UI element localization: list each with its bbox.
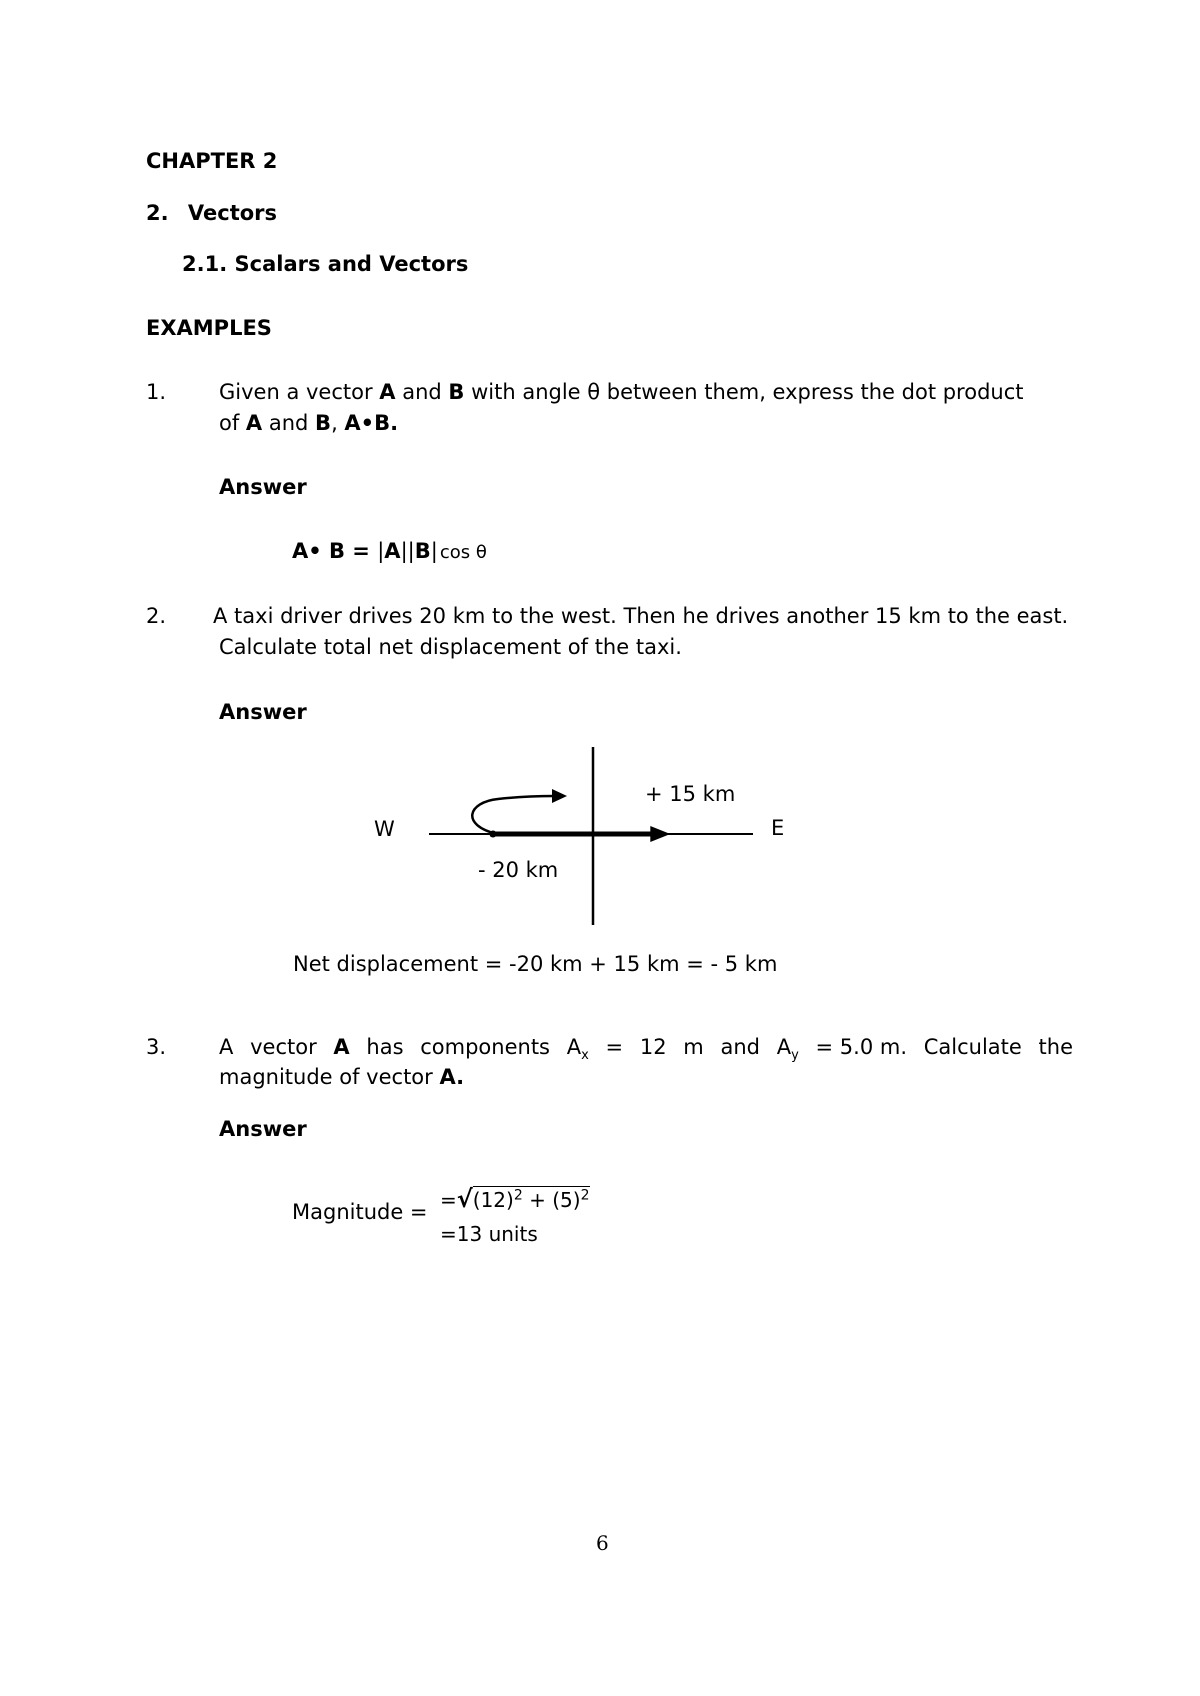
dot-product-notation: A•B. xyxy=(344,411,399,435)
east-label: E xyxy=(771,816,785,840)
q3-word: Calculate xyxy=(923,1035,1022,1059)
vector-b: B xyxy=(414,539,431,563)
q1-number: 1. xyxy=(146,380,167,404)
radicand xyxy=(473,1186,590,1212)
q3-word: = xyxy=(605,1035,624,1059)
q1-text: and xyxy=(395,380,449,404)
section-number: 2. xyxy=(146,201,169,225)
vector-a: A. xyxy=(439,1065,465,1089)
examples-heading: EXAMPLES xyxy=(146,316,272,340)
magnitude-equation xyxy=(440,1185,590,1213)
turnaround-curve xyxy=(472,796,555,834)
vector-a: A xyxy=(379,380,396,404)
subsection-number: 2.1. xyxy=(182,252,228,276)
magnitude-result: =13 units xyxy=(440,1222,538,1246)
formula-lhs: A• B = xyxy=(292,539,378,563)
q2-answer-label: Answer xyxy=(219,700,307,724)
q3-word: the xyxy=(1038,1035,1073,1059)
vector-a: A xyxy=(384,539,401,563)
sqrt-icon: √ xyxy=(456,1185,473,1213)
formula-cos-theta: cos θ xyxy=(439,542,487,563)
q3-word: has xyxy=(366,1035,404,1059)
q1-text: of xyxy=(219,411,246,435)
q3-text: magnitude of vector xyxy=(219,1065,440,1089)
positive-displacement-label: + 15 km xyxy=(645,782,736,806)
arrow-right-icon xyxy=(552,789,567,803)
equals-sign: = xyxy=(440,1188,457,1212)
component-symbol: A xyxy=(566,1035,582,1059)
abs-bar: | xyxy=(377,539,385,563)
plus-sign: + xyxy=(522,1188,553,1212)
net-displacement-result: Net displacement = -20 km + 15 km = - 5 km xyxy=(293,952,778,976)
q3-line2 xyxy=(219,1065,464,1089)
vector-b: B xyxy=(448,380,465,404)
q1-text: , xyxy=(331,411,345,435)
exponent: 2 xyxy=(513,1187,523,1204)
q3-word: m xyxy=(683,1035,704,1059)
q3-word: vector xyxy=(250,1035,317,1059)
vector-b: B xyxy=(315,411,332,435)
section-title: Vectors xyxy=(187,201,278,225)
q3-word: = 5.0 m. xyxy=(815,1035,907,1059)
component-subscript: x xyxy=(581,1048,589,1064)
component-ay xyxy=(777,1035,799,1063)
component-symbol: A xyxy=(776,1035,792,1059)
abs-bar: || xyxy=(400,539,415,563)
q3-word: A xyxy=(219,1035,234,1059)
q3-word: components xyxy=(420,1035,550,1059)
q1-text: with angle θ between them, express the dot product xyxy=(464,380,1024,404)
negative-displacement-label: - 20 km xyxy=(478,858,559,882)
q3-word: 12 xyxy=(639,1035,667,1059)
q3-answer-label: Answer xyxy=(219,1117,307,1141)
q1-text: and xyxy=(262,411,316,435)
q1-answer-label: Answer xyxy=(219,475,307,499)
page-number: 6 xyxy=(596,1531,609,1555)
q1-text: Given a vector xyxy=(219,380,380,404)
west-label: W xyxy=(374,817,395,841)
q3-line1 xyxy=(219,1035,1073,1063)
magnitude-label: Magnitude = xyxy=(292,1200,428,1224)
chapter-heading: CHAPTER 2 xyxy=(146,149,278,173)
component-subscript: y xyxy=(791,1048,799,1064)
q3-number: 3. xyxy=(146,1035,167,1059)
subsection-title: Scalars and Vectors xyxy=(234,252,469,276)
q2-number: 2. xyxy=(146,604,167,628)
vector-a: A xyxy=(245,411,263,435)
exponent: 2 xyxy=(580,1187,590,1204)
q2-line1: A taxi driver drives 20 km to the west. Then he drives another 15 km to the east. xyxy=(213,604,1069,628)
q2-line2: Calculate total net displacement of the taxi. xyxy=(219,635,682,659)
radicand-term: (5) xyxy=(552,1188,581,1212)
component-ax xyxy=(567,1035,589,1063)
abs-bar: | xyxy=(430,539,438,563)
arrow-right-icon xyxy=(650,826,670,842)
vector-a: A xyxy=(333,1035,350,1059)
radicand-term: (12) xyxy=(472,1188,514,1212)
q3-word: and xyxy=(720,1035,760,1059)
